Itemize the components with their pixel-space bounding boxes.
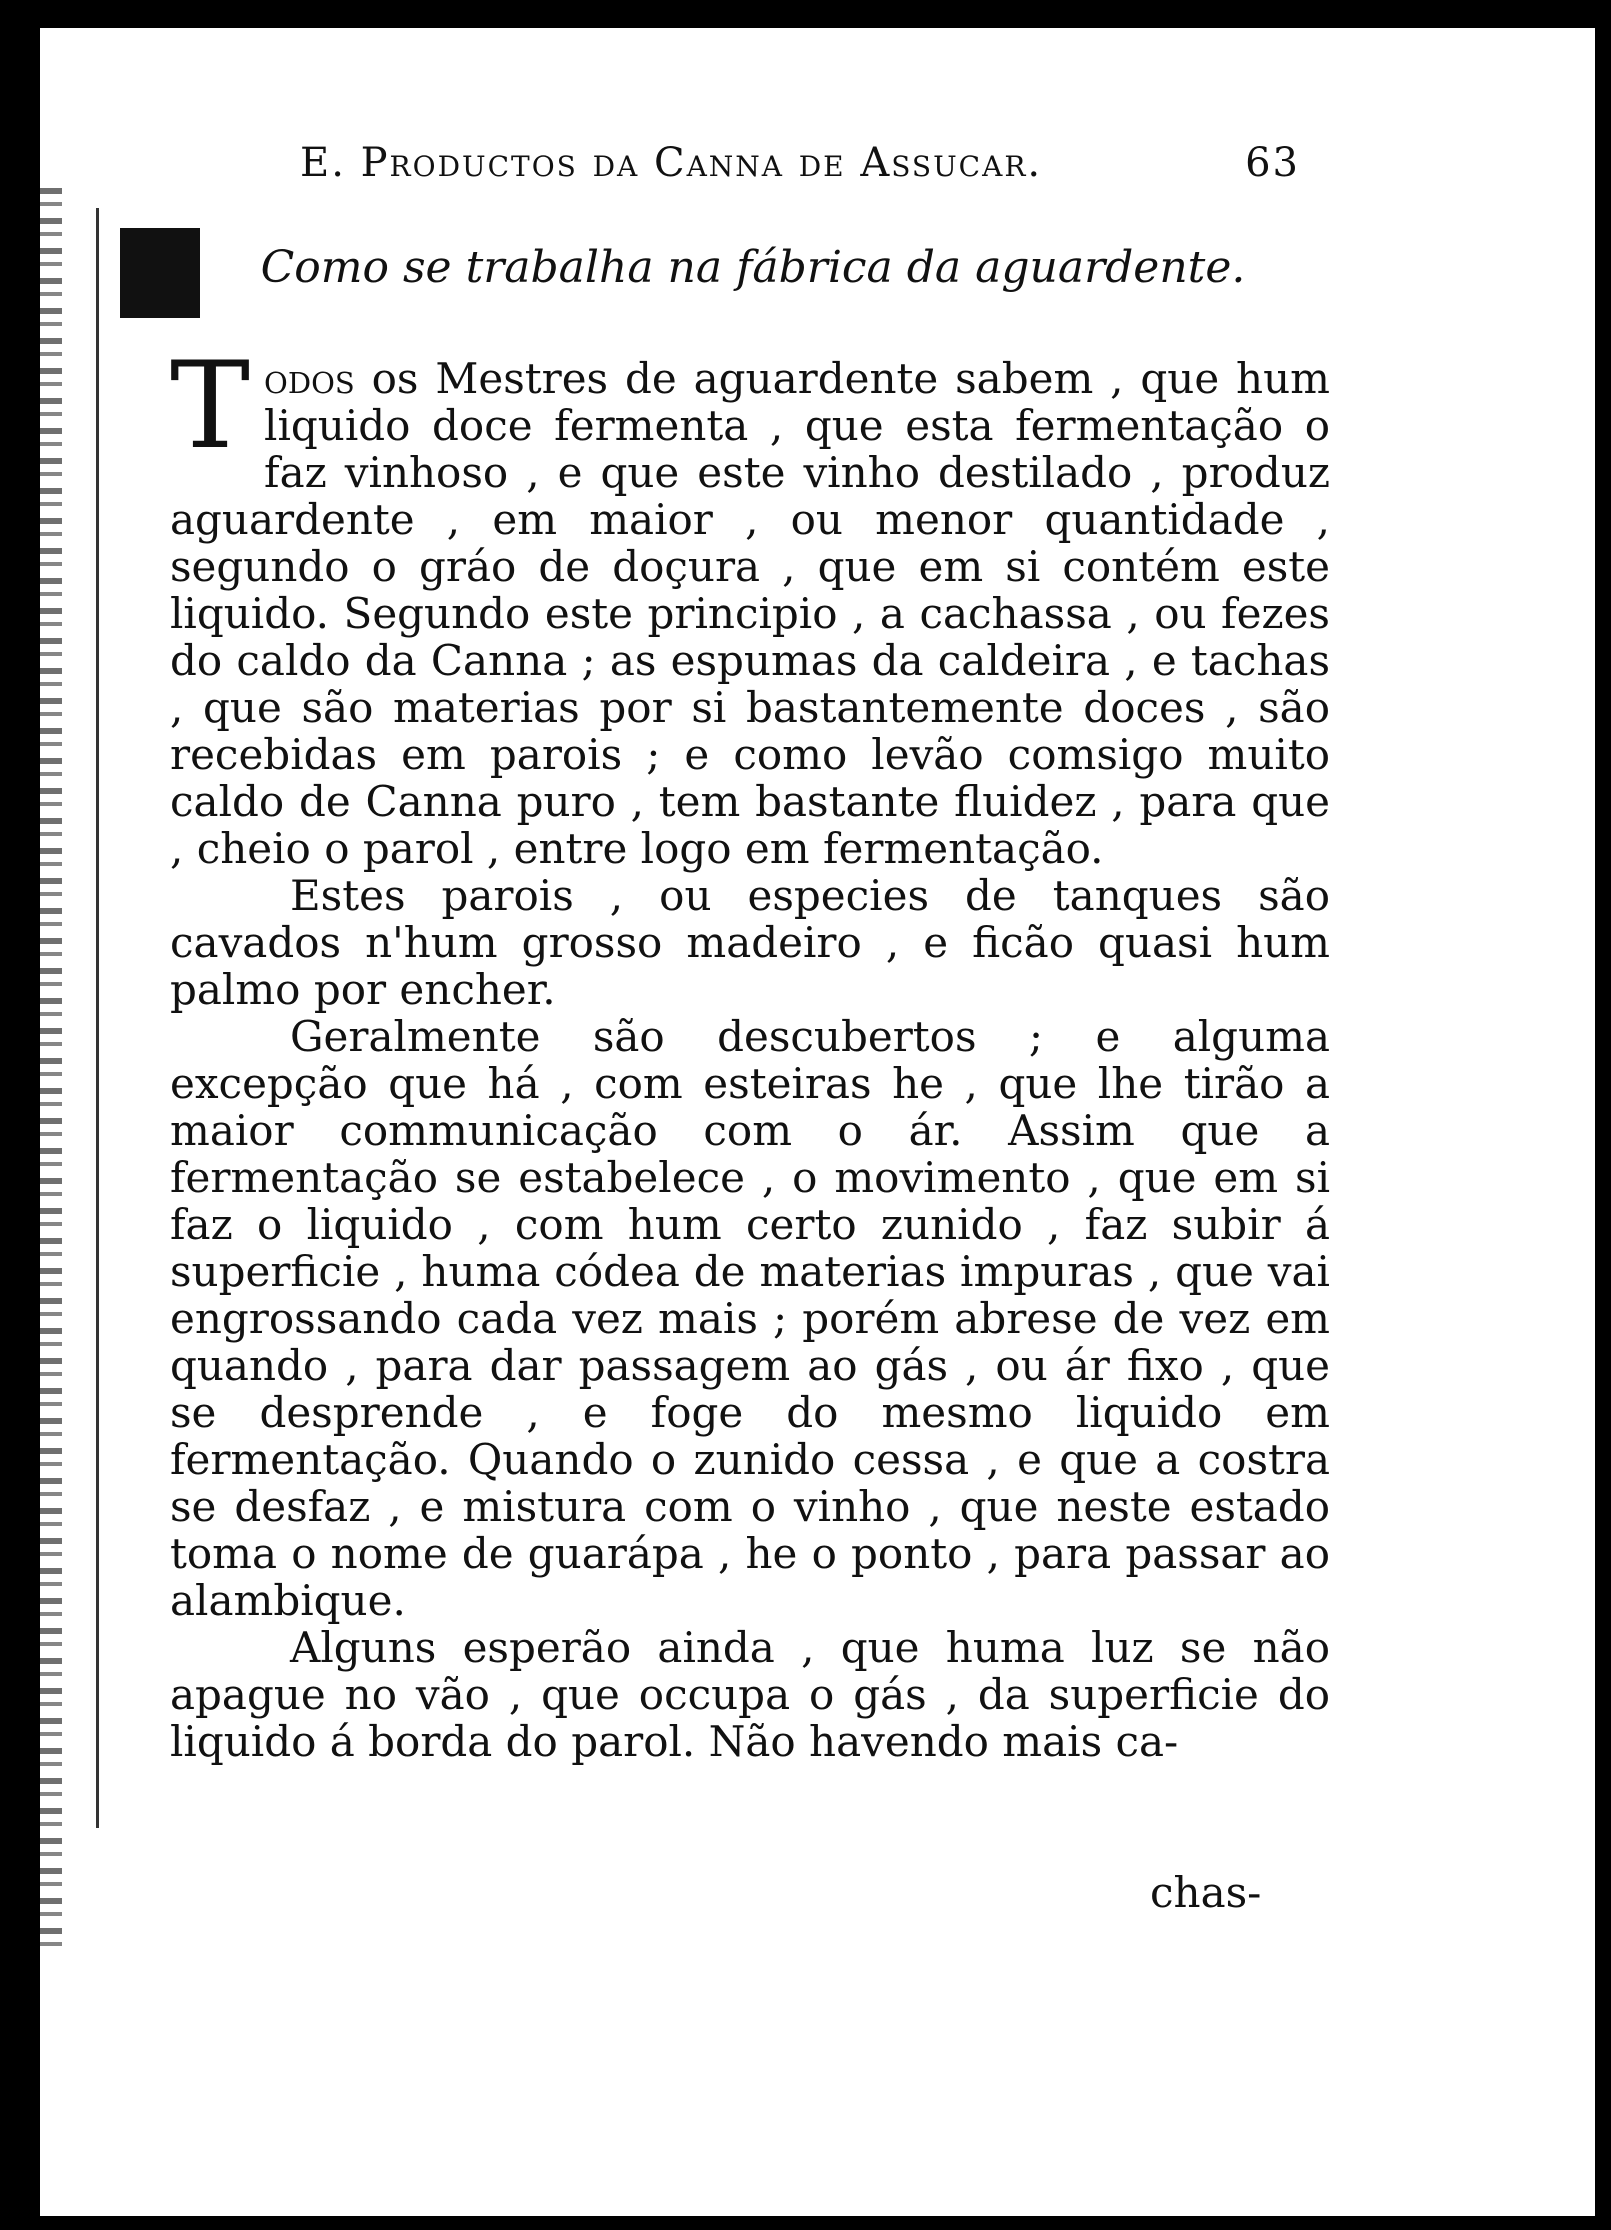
drop-cap: T [170,337,251,476]
body-text [170,337,1330,1766]
scan-gutter-noise [40,188,62,1948]
running-head [300,140,1300,186]
paragraph-1-text: os Mestres de aguardente sabem , que hum liquido doce fermenta , que esta fermentação o faz vinhoso , e que este vinho destilado , produz aguardente , em maior , ou menor quantidade , segundo o gráo de doçura , que em si contém este liquido. Segundo este principio , a cachassa , ou fezes do caldo da Canna ; as espumas da caldeira , e tachas , que são materias por si bastantemente doces , são recebidas em parois ; e como levão comsigo muito caldo de Canna puro , tem bastante fluidez , para que , cheio o parol , entre logo em fermentação. [170,354,1330,873]
paragraph-2: Estes parois , ou especies de tanques são cavados n'hum grosso madeiro , e ficão quasi hum palmo por encher. [170,871,1330,1014]
paragraph-4: Alguns esperão ainda , que huma luz se não apague no vão , que occupa o gás , da superficie do liquido á borda do parol. Não havendo mais ca- [170,1623,1330,1766]
page-number: 63 [1245,140,1300,186]
page-edge-line [96,208,99,1828]
drop-cap-continuation: odos [264,354,355,403]
catchword: chas- [1150,1868,1262,1917]
paragraph-1 [170,337,1330,873]
ink-blot [120,228,200,318]
paragraph-3: Geralmente são descubertos ; e alguma excepção que há , com esteiras he , que lhe tirão a maior communicação com o ár. Assim que a fermentação se estabelece , o movimento , que em si faz o liquido , com hum certo zunido , faz subir á superficie , huma códea de materias impuras , que vai engrossando cada vez mais ; porém abrese de vez em quando , para dar passagem ao gás , ou ár fixo , que se desprende , e foge do mesmo liquido em fermentação. Quando o zunido cessa , e que a costra se desfaz , e mistura com o vinho , que neste estado toma o nome de guarápa , he o ponto , para passar ao alambique. [170,1012,1330,1625]
section-title: Como se trabalha na fábrica da aguardente. [260,242,1246,293]
running-title: E. Productos da Canna de Assucar. [300,140,1043,186]
